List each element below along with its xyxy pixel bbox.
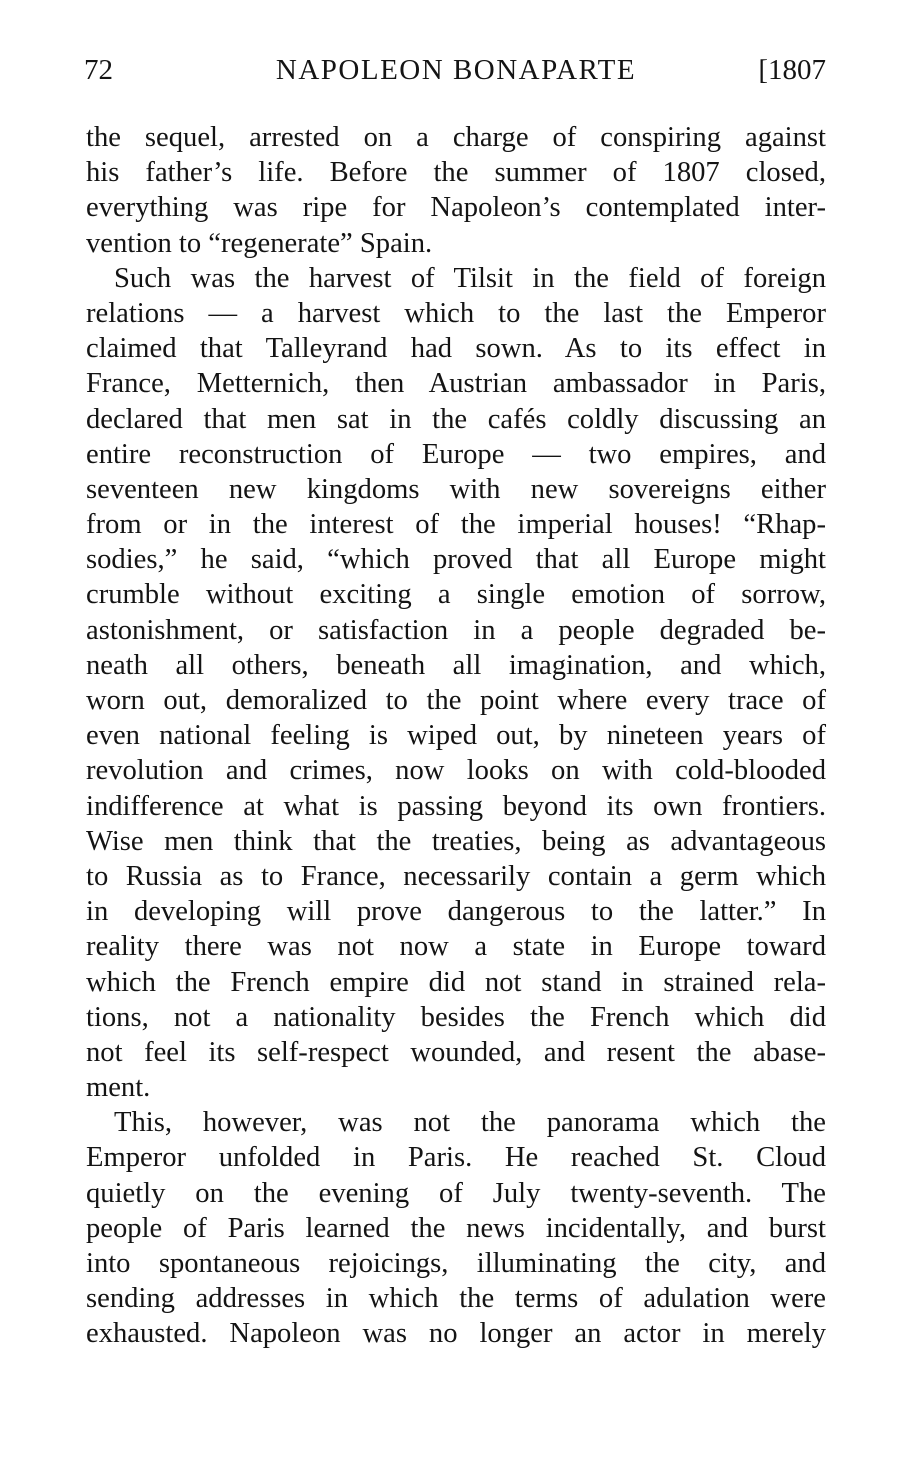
text-line: revolution and crimes, now looks on with cold-blooded [86, 755, 826, 787]
paragraph-3 [86, 1105, 826, 1351]
text-line: reality there was not now a state in Europe toward [86, 931, 826, 963]
text-line: Wise men think that the treaties, being as advantageous [86, 825, 826, 857]
page-body [86, 120, 826, 1352]
running-year: [1807 [758, 54, 826, 86]
text-line: not feel its self-respect wounded, and resent the abase- [86, 1036, 826, 1068]
text-line: crumble without exciting a single emotion of sorrow, [86, 579, 826, 611]
text-line: France, Metternich, then Austrian ambassador in Paris, [86, 368, 826, 400]
running-head [86, 50, 826, 90]
text-line: even national feeling is wiped out, by nineteen years of [86, 720, 826, 752]
text-line: quietly on the evening of July twenty-seventh. The [86, 1177, 826, 1209]
text-line: astonishment, or satisfaction in a people degraded be- [86, 614, 826, 646]
text-line: the sequel, arrested on a charge of conspiring against [86, 122, 826, 153]
text-line: which the French empire did not stand in strained rela- [86, 966, 826, 998]
text-line: Such was the harvest of Tilsit in the field of foreign [114, 262, 826, 294]
text-line: ment. [86, 1072, 151, 1104]
text-line: relations — a harvest which to the last the Emperor [86, 297, 826, 329]
text-line: sodies,” he said, “which proved that all Europe might [86, 544, 826, 576]
text-line: neath all others, beneath all imagination, and which, [86, 649, 826, 681]
book-page [86, 50, 826, 1352]
text-line: in developing will prove dangerous to the latter.” In [86, 896, 826, 928]
text-line: entire reconstruction of Europe — two empires, and [86, 438, 826, 470]
text-line: This, however, was not the panorama which the [114, 1107, 826, 1139]
text-line: people of Paris learned the news incidentally, and burst [86, 1212, 826, 1244]
paragraph-2 [86, 261, 826, 1106]
text-line: indifference at what is passing beyond its own frontiers. [86, 790, 826, 822]
running-title: NAPOLEON BONAPARTE [275, 54, 637, 86]
text-line: into spontaneous rejoicings, illuminating the city, and [86, 1248, 826, 1279]
paragraph-1 [86, 120, 826, 261]
text-line: exhausted. Napoleon was no longer an actor in merely [86, 1318, 826, 1350]
text-line: everything was ripe for Napoleon’s contemplated inter- [86, 192, 826, 224]
text-line: seventeen new kingdoms with new sovereigns either [86, 473, 826, 505]
text-line: vention to “regenerate” Spain. [86, 227, 433, 259]
text-line: tions, not a nationality besides the French which did [86, 1001, 826, 1033]
text-line: his father’s life. Before the summer of 1807 closed, [86, 157, 826, 189]
text-line: Emperor unfolded in Paris. He reached St. Cloud [86, 1142, 826, 1174]
text-line: worn out, demoralized to the point where every trace of [86, 685, 826, 716]
text-line: sending addresses in which the terms of adulation were [86, 1283, 826, 1315]
text-line: declared that men sat in the cafés coldly discussing an [86, 403, 826, 435]
text-line: claimed that Talleyrand had sown. As to its effect in [86, 333, 826, 365]
page-number: 72 [84, 54, 113, 86]
text-line: from or in the interest of the imperial houses! “Rhap- [86, 509, 826, 541]
text-line: to Russia as to France, necessarily contain a germ which [86, 860, 826, 892]
